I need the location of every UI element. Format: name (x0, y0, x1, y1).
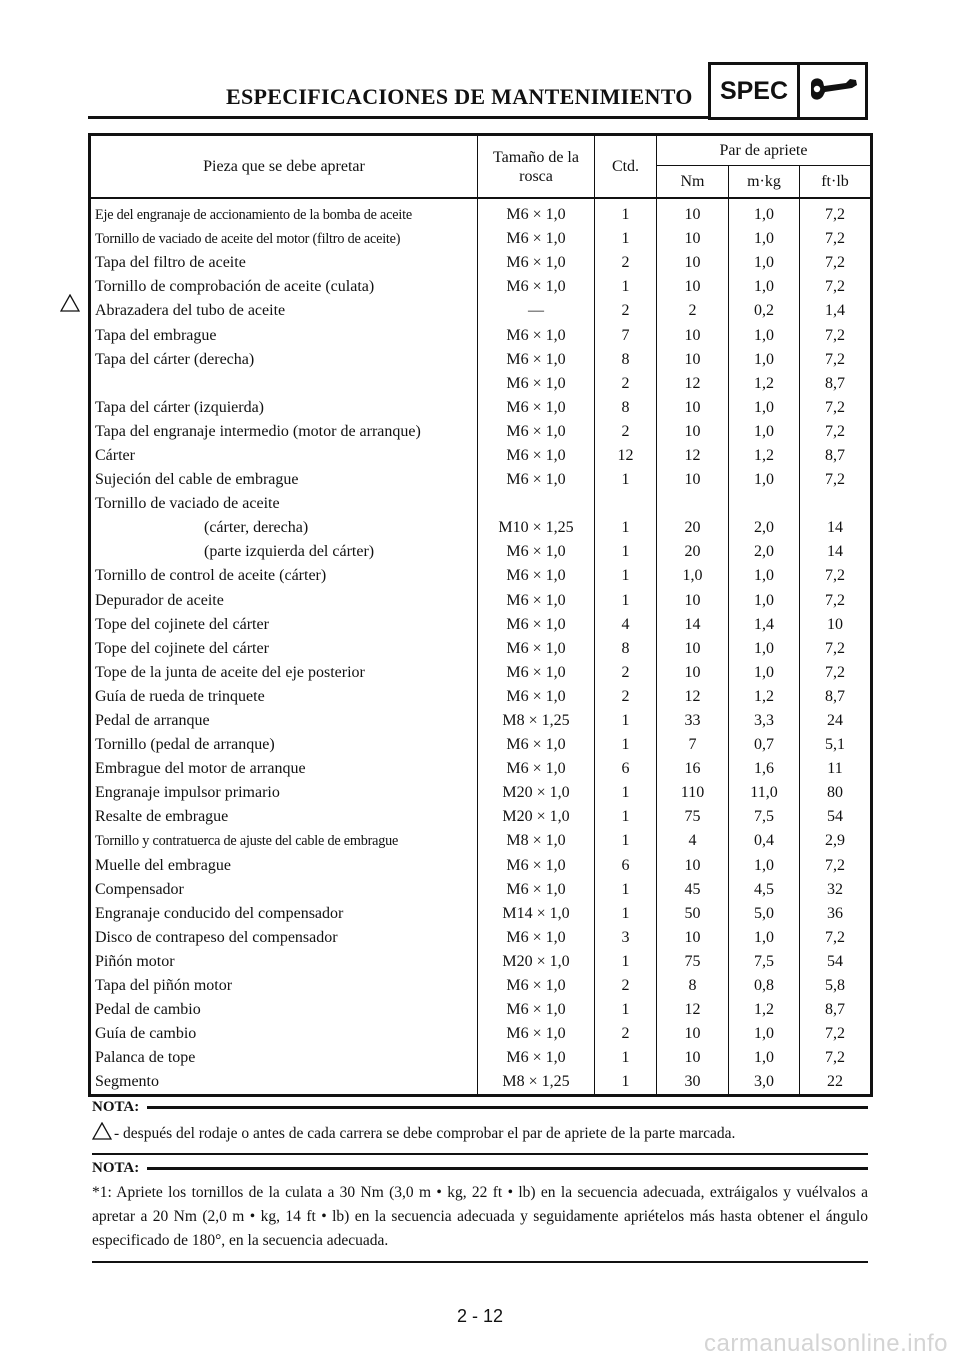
qty-cell: 8 (595, 396, 657, 420)
qty-cell: 1 (595, 733, 657, 757)
ftlb-cell: 7,2 (800, 589, 872, 613)
ftlb-cell: 10 (800, 613, 872, 637)
nm-cell: 2 (657, 299, 729, 323)
ftlb-cell: 7,2 (800, 1046, 872, 1070)
qty-cell: 1 (595, 998, 657, 1022)
qty-cell: 8 (595, 348, 657, 372)
watermark: carmanualsonline.info (704, 1330, 948, 1357)
table-row (90, 878, 872, 902)
ftlb-cell: 7,2 (800, 348, 872, 372)
part-cell: (cárter, derecha) (90, 516, 478, 540)
part-cell: Tope del cojinete del cárter (90, 637, 478, 661)
nm-cell: 75 (657, 805, 729, 829)
table-row (90, 372, 872, 396)
table-row (90, 396, 872, 420)
part-cell: Compensador (90, 878, 478, 902)
nm-cell: 8 (657, 974, 729, 998)
mkg-cell: 3,3 (729, 709, 800, 733)
thread-cell: M6 × 1,0 (478, 420, 595, 444)
mkg-cell: 1,0 (729, 661, 800, 685)
mkg-cell: 1,2 (729, 372, 800, 396)
mkg-cell: 1,0 (729, 323, 800, 347)
table-row (90, 926, 872, 950)
thread-cell: M6 × 1,0 (478, 878, 595, 902)
qty-cell: 2 (595, 685, 657, 709)
warning-triangle-icon (92, 1122, 112, 1145)
ftlb-cell: 7,2 (800, 251, 872, 275)
table-row (90, 299, 872, 323)
nm-cell: 10 (657, 926, 729, 950)
thread-cell: M6 × 1,0 (478, 757, 595, 781)
ftlb-cell: 11 (800, 757, 872, 781)
nm-cell: 12 (657, 998, 729, 1022)
ftlb-cell: 14 (800, 516, 872, 540)
header-torque: Par de apriete (657, 135, 872, 166)
table-row (90, 613, 872, 637)
mkg-cell: 0,4 (729, 829, 800, 853)
nm-cell: 10 (657, 661, 729, 685)
nm-cell: 30 (657, 1070, 729, 1096)
qty-cell: 1 (595, 540, 657, 564)
table-row (90, 198, 872, 227)
thread-cell: M6 × 1,0 (478, 685, 595, 709)
mkg-cell: 1,0 (729, 564, 800, 588)
nm-cell: 10 (657, 348, 729, 372)
part-cell: Engranaje conducido del compensador (90, 902, 478, 926)
mkg-cell: 1,0 (729, 251, 800, 275)
table-row (90, 974, 872, 998)
ftlb-cell: 7,2 (800, 396, 872, 420)
ftlb-cell: 24 (800, 709, 872, 733)
part-cell: Tapa del cárter (derecha) (90, 348, 478, 372)
part-cell: Tornillo (pedal de arranque) (90, 733, 478, 757)
ftlb-cell: 7,2 (800, 323, 872, 347)
table-row (90, 757, 872, 781)
part-cell: Tornillo de vaciado de aceite del motor (filtro de aceite) (90, 227, 478, 251)
header-ftlb: ft·lb (800, 166, 872, 199)
thread-cell: M14 × 1,0 (478, 902, 595, 926)
mkg-cell: 1,0 (729, 348, 800, 372)
table-row (90, 1046, 872, 1070)
mkg-cell: 2,0 (729, 516, 800, 540)
mkg-cell: 0,7 (729, 733, 800, 757)
nm-cell: 1,0 (657, 564, 729, 588)
table-body (90, 198, 872, 1096)
qty-cell: 6 (595, 854, 657, 878)
ftlb-cell: 8,7 (800, 998, 872, 1022)
spec-label: SPEC (711, 65, 800, 117)
nm-cell: 10 (657, 198, 729, 227)
ftlb-cell: 2,9 (800, 829, 872, 853)
mkg-cell: 1,0 (729, 589, 800, 613)
ftlb-cell: 8,7 (800, 372, 872, 396)
ftlb-cell: 7,2 (800, 637, 872, 661)
thread-cell (478, 492, 595, 516)
ftlb-cell: 7,2 (800, 1022, 872, 1046)
nm-cell: 75 (657, 950, 729, 974)
nm-cell: 45 (657, 878, 729, 902)
nm-cell: 12 (657, 372, 729, 396)
qty-cell: 1 (595, 950, 657, 974)
header-qty: Ctd. (595, 135, 657, 199)
part-cell: Guía de cambio (90, 1022, 478, 1046)
part-cell: Embrague del motor de arranque (90, 757, 478, 781)
part-cell: (parte izquierda del cárter) (90, 540, 478, 564)
part-cell: Palanca de tope (90, 1046, 478, 1070)
thread-cell: M6 × 1,0 (478, 323, 595, 347)
nm-cell: 16 (657, 757, 729, 781)
ftlb-cell: 7,2 (800, 468, 872, 492)
nm-cell: 10 (657, 1022, 729, 1046)
mkg-cell: 1,0 (729, 396, 800, 420)
qty-cell: 2 (595, 420, 657, 444)
qty-cell (595, 492, 657, 516)
header-part: Pieza que se debe apretar (90, 135, 478, 199)
mkg-cell: 7,5 (729, 805, 800, 829)
mkg-cell: 1,2 (729, 685, 800, 709)
mkg-cell: 3,0 (729, 1070, 800, 1096)
part-cell: Muelle del embrague (90, 854, 478, 878)
part-cell: Tornillo de control de aceite (cárter) (90, 564, 478, 588)
part-cell: Sujeción del cable de embrague (90, 468, 478, 492)
mkg-cell: 1,2 (729, 444, 800, 468)
thread-cell: M6 × 1,0 (478, 974, 595, 998)
thread-cell: — (478, 299, 595, 323)
qty-cell: 6 (595, 757, 657, 781)
header-mkg: m·kg (729, 166, 800, 199)
part-cell: Segmento (90, 1070, 478, 1096)
mkg-cell: 1,4 (729, 613, 800, 637)
ftlb-cell: 36 (800, 902, 872, 926)
table-row (90, 781, 872, 805)
thread-cell: M6 × 1,0 (478, 275, 595, 299)
thread-cell: M6 × 1,0 (478, 637, 595, 661)
part-cell: Tope de la junta de aceite del eje posterior (90, 661, 478, 685)
nm-cell: 10 (657, 251, 729, 275)
part-cell: Resalte de embrague (90, 805, 478, 829)
part-cell: Cárter (90, 444, 478, 468)
part-cell: Tapa del cárter (izquierda) (90, 396, 478, 420)
part-cell: Pedal de cambio (90, 998, 478, 1022)
thread-cell: M6 × 1,0 (478, 468, 595, 492)
qty-cell: 1 (595, 1070, 657, 1096)
part-cell: Tornillo de vaciado de aceite (90, 492, 478, 516)
qty-cell: 1 (595, 564, 657, 588)
thread-cell: M20 × 1,0 (478, 805, 595, 829)
header-nm: Nm (657, 166, 729, 199)
table-row (90, 348, 872, 372)
part-cell: Pedal de arranque (90, 709, 478, 733)
qty-cell: 8 (595, 637, 657, 661)
qty-cell: 1 (595, 227, 657, 251)
ftlb-cell: 7,2 (800, 854, 872, 878)
mkg-cell: 2,0 (729, 540, 800, 564)
ftlb-cell: 7,2 (800, 926, 872, 950)
part-cell: Tornillo y contratuerca de ajuste del cable de embrague (90, 829, 478, 853)
nm-cell: 10 (657, 227, 729, 251)
qty-cell: 1 (595, 275, 657, 299)
thread-cell: M8 × 1,25 (478, 709, 595, 733)
torque-table (88, 133, 873, 1097)
qty-cell: 1 (595, 709, 657, 733)
table-row (90, 420, 872, 444)
thread-cell: M6 × 1,0 (478, 372, 595, 396)
table-row (90, 829, 872, 853)
qty-cell: 2 (595, 1022, 657, 1046)
qty-cell: 12 (595, 444, 657, 468)
mkg-cell: 1,2 (729, 998, 800, 1022)
ftlb-cell: 54 (800, 950, 872, 974)
nm-cell: 12 (657, 685, 729, 709)
thread-cell: M10 × 1,25 (478, 516, 595, 540)
part-cell: Tope del cojinete del cárter (90, 613, 478, 637)
nm-cell: 10 (657, 275, 729, 299)
nm-cell: 10 (657, 854, 729, 878)
part-cell: Tornillo de comprobación de aceite (culata) (90, 275, 478, 299)
qty-cell: 1 (595, 589, 657, 613)
nm-cell: 4 (657, 829, 729, 853)
qty-cell: 4 (595, 613, 657, 637)
table-row (90, 998, 872, 1022)
thread-cell: M8 × 1,25 (478, 1070, 595, 1096)
part-cell: Tapa del embrague (90, 323, 478, 347)
nm-cell: 50 (657, 902, 729, 926)
qty-cell: 7 (595, 323, 657, 347)
part-cell: Abrazadera del tubo de aceite (90, 299, 478, 323)
thread-cell: M6 × 1,0 (478, 854, 595, 878)
mkg-cell: 1,0 (729, 420, 800, 444)
nm-cell: 10 (657, 589, 729, 613)
part-cell: Guía de rueda de trinquete (90, 685, 478, 709)
mkg-cell: 1,0 (729, 637, 800, 661)
table-row (90, 516, 872, 540)
table-row (90, 685, 872, 709)
mkg-cell: 1,0 (729, 227, 800, 251)
table-row (90, 589, 872, 613)
ftlb-cell: 7,2 (800, 227, 872, 251)
thread-cell: M6 × 1,0 (478, 348, 595, 372)
nm-cell: 10 (657, 420, 729, 444)
mkg-cell: 11,0 (729, 781, 800, 805)
nm-cell: 20 (657, 540, 729, 564)
qty-cell: 1 (595, 781, 657, 805)
mkg-cell (729, 492, 800, 516)
ftlb-cell: 8,7 (800, 444, 872, 468)
mkg-cell: 0,2 (729, 299, 800, 323)
nm-cell: 12 (657, 444, 729, 468)
ftlb-cell (800, 492, 872, 516)
mkg-cell: 1,0 (729, 198, 800, 227)
ftlb-cell: 80 (800, 781, 872, 805)
thread-cell: M6 × 1,0 (478, 396, 595, 420)
thread-cell: M6 × 1,0 (478, 540, 595, 564)
table-row (90, 854, 872, 878)
table-row (90, 733, 872, 757)
nm-cell: 10 (657, 468, 729, 492)
table-row (90, 275, 872, 299)
thread-cell: M6 × 1,0 (478, 589, 595, 613)
thread-cell: M6 × 1,0 (478, 251, 595, 275)
nm-cell: 20 (657, 516, 729, 540)
qty-cell: 2 (595, 661, 657, 685)
part-cell (90, 372, 478, 396)
note-label: NOTA: (92, 1160, 140, 1176)
thread-cell: M6 × 1,0 (478, 564, 595, 588)
qty-cell: 1 (595, 198, 657, 227)
mkg-cell: 1,0 (729, 275, 800, 299)
table-row (90, 709, 872, 733)
ftlb-cell: 7,2 (800, 275, 872, 299)
qty-cell: 1 (595, 1046, 657, 1070)
nm-cell: 110 (657, 781, 729, 805)
page-number: 2 - 12 (456, 1306, 504, 1326)
ftlb-cell: 5,8 (800, 974, 872, 998)
table-row (90, 637, 872, 661)
part-cell: Tapa del engranaje intermedio (motor de arranque) (90, 420, 478, 444)
part-cell: Depurador de aceite (90, 589, 478, 613)
nm-cell: 10 (657, 396, 729, 420)
qty-cell: 2 (595, 299, 657, 323)
qty-cell: 3 (595, 926, 657, 950)
thread-cell: M6 × 1,0 (478, 613, 595, 637)
ftlb-cell: 8,7 (800, 685, 872, 709)
mkg-cell: 1,0 (729, 1022, 800, 1046)
ftlb-cell: 7,2 (800, 564, 872, 588)
part-cell: Tapa del filtro de aceite (90, 251, 478, 275)
mkg-cell: 1,0 (729, 854, 800, 878)
thread-cell: M20 × 1,0 (478, 950, 595, 974)
header-rule (88, 116, 710, 119)
thread-cell: M6 × 1,0 (478, 661, 595, 685)
thread-cell: M6 × 1,0 (478, 926, 595, 950)
spec-badge (708, 62, 868, 120)
thread-cell: M6 × 1,0 (478, 227, 595, 251)
table-row (90, 468, 872, 492)
table-row (90, 564, 872, 588)
qty-cell: 2 (595, 372, 657, 396)
table-row (90, 805, 872, 829)
qty-cell: 1 (595, 829, 657, 853)
nm-cell (657, 492, 729, 516)
table-row (90, 661, 872, 685)
table-row (90, 323, 872, 347)
note-text: *1: Apriete los tornillos de la culata a 30 Nm (3,0 m • kg, 22 ft • lb) en la secuencia adecuada, extráigalos y vuélvalos a apretar a 20 Nm (2,0 m • kg, 14 ft • lb) en la secuencia adecuada y seguidamente apriételos más hasta obtener el ángulo especificado de 180°, en la secuencia adecuada. (92, 1184, 868, 1249)
nm-cell: 10 (657, 1046, 729, 1070)
note-block-1 (92, 1099, 868, 1155)
table-row (90, 227, 872, 251)
ftlb-cell: 1,4 (800, 299, 872, 323)
ftlb-cell: 32 (800, 878, 872, 902)
ftlb-cell: 5,1 (800, 733, 872, 757)
ftlb-cell: 7,2 (800, 420, 872, 444)
mkg-cell: 1,0 (729, 1046, 800, 1070)
note-text: - después del rodaje o antes de cada carrera se debe comprobar el par de apriete de la parte marcada. (114, 1124, 736, 1142)
table-row (90, 1022, 872, 1046)
table-row (90, 1070, 872, 1096)
part-cell: Eje del engranaje de accionamiento de la bomba de aceite (90, 198, 478, 227)
ftlb-cell: 22 (800, 1070, 872, 1096)
nm-cell: 10 (657, 637, 729, 661)
qty-cell: 2 (595, 251, 657, 275)
wrench-icon (800, 65, 865, 117)
nm-cell: 7 (657, 733, 729, 757)
note-block-2 (92, 1160, 868, 1263)
thread-cell: M20 × 1,0 (478, 781, 595, 805)
part-cell: Tapa del piñón motor (90, 974, 478, 998)
nm-cell: 10 (657, 323, 729, 347)
warning-triangle-icon (60, 294, 80, 317)
table-row (90, 540, 872, 564)
thread-cell: M8 × 1,0 (478, 829, 595, 853)
thread-cell: M6 × 1,0 (478, 1046, 595, 1070)
thread-cell: M6 × 1,0 (478, 1022, 595, 1046)
header-thread: Tamaño de la rosca (478, 135, 595, 199)
qty-cell: 2 (595, 974, 657, 998)
part-cell: Engranaje impulsor primario (90, 781, 478, 805)
ftlb-cell: 54 (800, 805, 872, 829)
mkg-cell: 0,8 (729, 974, 800, 998)
thread-cell: M6 × 1,0 (478, 198, 595, 227)
table-row (90, 492, 872, 516)
table-row (90, 444, 872, 468)
mkg-cell: 1,0 (729, 926, 800, 950)
mkg-cell: 4,5 (729, 878, 800, 902)
thread-cell: M6 × 1,0 (478, 733, 595, 757)
qty-cell: 1 (595, 805, 657, 829)
mkg-cell: 5,0 (729, 902, 800, 926)
nm-cell: 14 (657, 613, 729, 637)
part-cell: Disco de contrapeso del compensador (90, 926, 478, 950)
thread-cell: M6 × 1,0 (478, 998, 595, 1022)
nm-cell: 33 (657, 709, 729, 733)
thread-cell: M6 × 1,0 (478, 444, 595, 468)
note-label: NOTA: (92, 1099, 140, 1115)
table-row (90, 902, 872, 926)
part-cell: Piñón motor (90, 950, 478, 974)
page-title: ESPECIFICACIONES DE MANTENIMIENTO (226, 84, 693, 109)
table-row (90, 251, 872, 275)
qty-cell: 1 (595, 516, 657, 540)
qty-cell: 1 (595, 902, 657, 926)
qty-cell: 1 (595, 468, 657, 492)
table-row (90, 950, 872, 974)
mkg-cell: 1,6 (729, 757, 800, 781)
qty-cell: 1 (595, 878, 657, 902)
ftlb-cell: 7,2 (800, 198, 872, 227)
mkg-cell: 1,0 (729, 468, 800, 492)
ftlb-cell: 14 (800, 540, 872, 564)
mkg-cell: 7,5 (729, 950, 800, 974)
ftlb-cell: 7,2 (800, 661, 872, 685)
